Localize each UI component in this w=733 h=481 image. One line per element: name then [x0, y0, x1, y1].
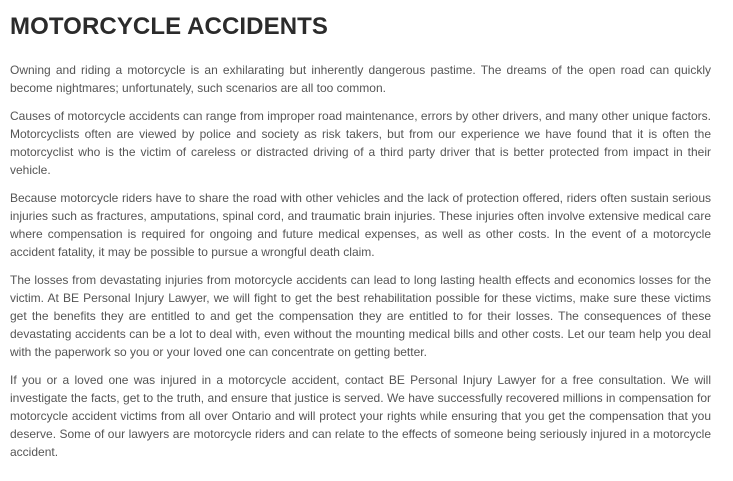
article-body — [10, 61, 711, 461]
page-title: MOTORCYCLE ACCIDENTS — [10, 13, 329, 40]
paragraph-losses: The losses from devastating injuries from motorcycle accidents can lead to long lasting health effects and economics losses for the victim. At BE Personal Injury Lawyer, we will fight to get the best rehabilitation possible for these victims, make sure these victims get the benefits they are entitled to and get the compensation they are entitled to for their losses. The consequences of these devastating accidents can be a lot to deal with, even without the mounting medical bills and other costs. Let our team help you deal with the paperwork so you or your loved one can concentrate on getting better. — [10, 273, 711, 359]
paragraph-intro: Owning and riding a motorcycle is an exhilarating but inherently dangerous pastime. The dreams of the open road can quickly become nightmares; unfortunately, such scenarios are all too common. — [10, 63, 711, 95]
paragraph-causes: Causes of motorcycle accidents can range from improper road maintenance, errors by other drivers, and many other unique factors. Motorcyclists often are viewed by police and society as risk takers, but from our experience we have found that it is often the motorcyclist who is the victim of careless or distracted driving of a third party driver that is better protected from impact in their vehicle. — [10, 109, 711, 177]
paragraph-injuries: Because motorcycle riders have to share the road with other vehicles and the lack of protection offered, riders often sustain serious injuries such as fractures, amputations, spinal cord, and traumatic brain injuries. These injuries often involve extensive medical care where compensation is required for ongoing and future medical expenses, as well as other costs. In the event of a motorcycle accident fatality, it may be possible to pursue a wrongful death claim. — [10, 191, 711, 259]
paragraph-contact: If you or a loved one was injured in a motorcycle accident, contact BE Personal Injury Lawyer for a free consultation. We will investigate the facts, get to the truth, and ensure that justice is served. We have successfully recovered millions in compensation for motorcycle accident victims from all over Ontario and will protect your rights while ensuring that you get the compensation that you deserve. Some of our lawyers are motorcycle riders and can relate to the effects of someone being seriously injured in a motorcycle accident. — [10, 373, 711, 459]
article — [10, 0, 711, 471]
